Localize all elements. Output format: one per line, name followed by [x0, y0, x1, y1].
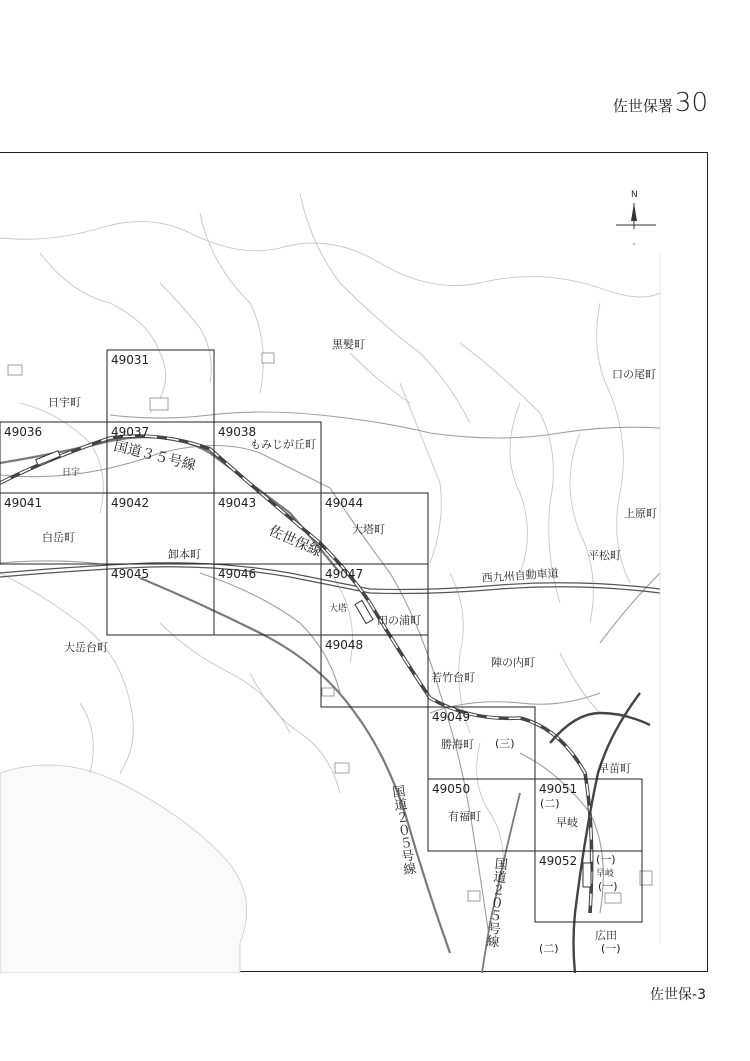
place-otakedai: 大岳台町	[64, 641, 108, 654]
place-haiki: 早岐	[556, 816, 578, 829]
cell-label-49049[interactable]: 49049	[432, 710, 471, 724]
cell-label-49046[interactable]: 49046	[218, 567, 257, 581]
place-wakatakedai: 若竹台町	[431, 671, 475, 684]
place-hiramatsu: 平松町	[588, 549, 621, 562]
cell-label-49051[interactable]: 49051	[539, 782, 578, 796]
place-ichi-2: (一)	[598, 880, 618, 893]
header-prefix: 佐世保署	[612, 97, 673, 115]
place-momijigaoka: もみじが丘町	[250, 438, 316, 451]
route-label-expressway: 西九州自動車道	[481, 566, 560, 585]
cell-label-49031[interactable]: 49031	[111, 353, 150, 367]
station-label-daito: 大塔	[329, 604, 348, 614]
place-kamihara: 上原町	[624, 507, 657, 520]
place-san: (三)	[495, 737, 515, 750]
route-label-r205-a: 国道２０５号線	[388, 783, 417, 877]
cell-label-49037[interactable]: 49037	[111, 425, 150, 439]
cell-label-49042[interactable]: 49042	[111, 496, 150, 510]
map-canvas[interactable]	[0, 153, 708, 973]
place-hiu: 日宇町	[48, 396, 81, 409]
place-daito: 大塔町	[352, 523, 385, 536]
bay-area	[0, 765, 247, 973]
place-arifuku: 有福町	[448, 810, 481, 823]
route-label-sasebo-line: 佐世保線	[266, 523, 325, 561]
cell-label-49052[interactable]: 49052	[539, 854, 578, 868]
place-ichi-3: (一)	[601, 942, 621, 955]
cell-label-49041[interactable]: 49041	[4, 496, 43, 510]
cell-label-49050[interactable]: 49050	[432, 782, 471, 796]
cell-label-49043[interactable]: 49043	[218, 496, 257, 510]
cell-label-49038[interactable]: 49038	[218, 425, 257, 439]
station-haiki	[583, 863, 591, 887]
place-tanoura: 田の浦町	[377, 614, 421, 627]
place-ni-1: (二)	[540, 797, 560, 810]
place-jinnouchi: 陣の内町	[491, 656, 535, 669]
place-shiratake: 白岳町	[42, 531, 75, 544]
page-header	[613, 88, 708, 118]
map-frame[interactable]	[0, 152, 708, 972]
header-number: 30	[674, 88, 708, 118]
place-shokai: 勝海町	[441, 738, 474, 751]
station-label-hiu: 日宇	[62, 468, 81, 478]
compass-rose	[616, 190, 656, 245]
place-hirota: 広田	[595, 929, 617, 942]
place-ni-2: (二)	[539, 942, 559, 955]
compass-north-label: N	[631, 190, 638, 200]
place-kurokami: 黒髪町	[332, 338, 365, 351]
cell-label-49044[interactable]: 49044	[325, 496, 364, 510]
cell-label-49045[interactable]: 49045	[111, 567, 150, 581]
place-oroshimoto: 卸本町	[168, 548, 201, 561]
cell-label-49036[interactable]: 49036	[4, 425, 43, 439]
page-footer: 佐世保-3	[650, 987, 706, 1003]
route-label-r35: 国道３５号線	[112, 438, 198, 475]
cell-label-49048[interactable]: 49048	[325, 638, 364, 652]
place-ichi-1: (一)	[596, 853, 616, 866]
station-hiu	[36, 451, 61, 466]
place-sonae: 早苗町	[598, 762, 631, 775]
place-kuchinoo: 口の尾町	[612, 368, 656, 381]
station-label-haiki: 早岐	[596, 869, 615, 879]
route-label-r205-b: 国道２０５号線	[483, 856, 508, 949]
cell-label-49047[interactable]: 49047	[325, 567, 364, 581]
